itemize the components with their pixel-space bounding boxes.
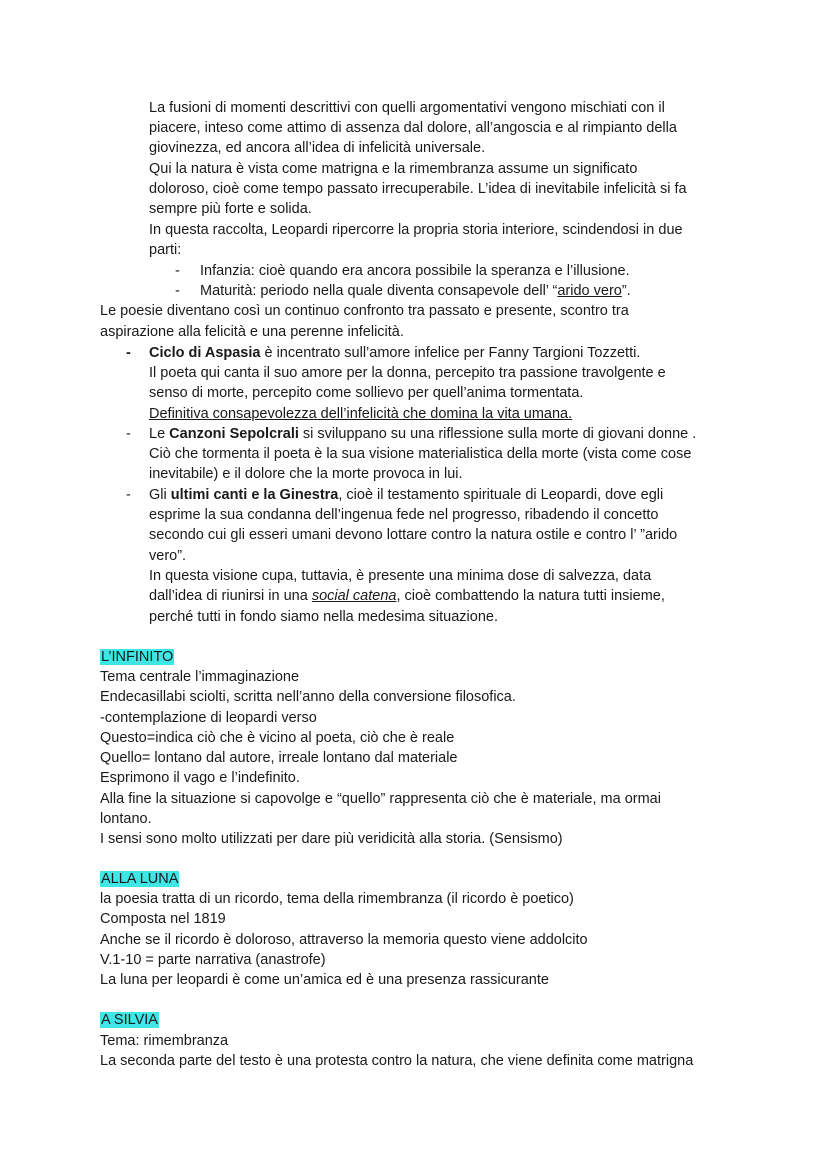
bullet-dash-canzoni: - — [126, 426, 131, 442]
luna-heading-text: ALLA LUNA — [101, 871, 179, 887]
canzoni-prefix: Le — [149, 426, 170, 442]
poesie-line-2: aspirazione alla felicità e una perenne infelicità. — [100, 324, 404, 340]
ultimi-line-2: esprime la sua condanna dell’ingenua fede nel progresso, ribadendo il concetto — [149, 507, 659, 523]
ultimi-l6-a: dall’idea di riunirsi in una — [149, 588, 312, 604]
intro-line-1: La fusioni di momenti descrittivi con quelli argomentativi vengono mischiati con il — [149, 100, 665, 116]
ultimi-line-5: In questa visione cupa, tuttavia, è presente una minima dose di salvezza, data — [149, 568, 652, 584]
luna-line-4: V.1-10 = parte narrativa (anastrofe) — [100, 952, 326, 968]
silvia-heading-text: A SILVIA — [101, 1012, 158, 1028]
intro-line-7: In questa raccolta, Leopardi ripercorre la propria storia interiore, scindendosi in due — [149, 222, 683, 238]
aspasia-title: Ciclo di Aspasia — [149, 345, 261, 361]
canzoni-line-2: Ciò che tormenta il poeta è la sua visione materialistica della morte (vista come cose — [149, 446, 692, 462]
ultimi-text: , cioè il testamento spirituale di Leopardi, dove egli — [338, 487, 664, 503]
sub-dash-1: - — [175, 263, 180, 279]
infinito-line-8: lontano. — [100, 811, 152, 827]
bullet-dash-ultimi: - — [126, 487, 131, 503]
intro-line-6: sempre più forte e solida. — [149, 201, 312, 217]
sub-item-infanzia: Infanzia: cioè quando era ancora possibile la speranza e l’illusione. — [200, 263, 630, 279]
luna-heading — [100, 869, 179, 889]
ultimi-line-7: perché tutti in fondo siamo nella medesima situazione. — [149, 609, 498, 625]
canzoni-line-3: inevitabile) e il dolore che la morte provoca in lui. — [149, 466, 463, 482]
infinito-line-2: Endecasillabi sciolti, scritta nell’anno della conversione filosofica. — [100, 689, 516, 705]
ultimi-line-1 — [149, 485, 663, 505]
canzoni-text: si sviluppano su una riflessione sulla morte di giovani donne . — [298, 426, 697, 442]
aspasia-line-1 — [149, 343, 640, 363]
infinito-line-1: Tema centrale l’immaginazione — [100, 669, 300, 685]
ginestra-title: la Ginestra — [263, 487, 339, 503]
infinito-heading — [100, 647, 174, 667]
intro-line-8: parti: — [149, 242, 182, 258]
bullet-dash-aspasia: - — [126, 345, 131, 361]
silvia-line-1: Tema: rimembranza — [100, 1033, 229, 1049]
aspasia-line-4: Definitiva consapevolezza dell’infelicità che domina la vita umana. — [149, 406, 573, 422]
intro-line-2: piacere, inteso come attimo di assenza dal dolore, all’angoscia e al rimpianto della — [149, 120, 677, 136]
poesie-line-1: Le poesie diventano così un continuo confronto tra passato e presente, scontro tra — [100, 303, 629, 319]
intro-line-3: giovinezza, ed ancora all’idea di infelicità universale. — [149, 140, 486, 156]
canzoni-line-1 — [149, 424, 696, 444]
maturita-end: ”. — [621, 283, 631, 299]
infinito-line-9: I sensi sono molto utilizzati per dare più veridicità alla storia. (Sensismo) — [100, 831, 563, 847]
intro-line-5: doloroso, cioè come tempo passato irrecuperabile. L’idea di inevitabile infelicità si fa — [149, 181, 687, 197]
luna-line-1: la poesia tratta di un ricordo, tema della rimembranza (il ricordo è poetico) — [100, 891, 574, 907]
sub-dash-2: - — [175, 283, 180, 299]
silvia-heading — [100, 1010, 159, 1030]
aspasia-text: è incentrato sull’amore infelice per Fanny Targioni Tozzetti. — [260, 345, 641, 361]
infinito-line-7: Alla fine la situazione si capovolge e “quello” rappresenta ciò che è materiale, ma ormai — [100, 791, 661, 807]
infinito-line-5: Quello= lontano dal autore, irreale lontano dal materiale — [100, 750, 458, 766]
social-catena: social catena — [311, 588, 397, 604]
luna-line-3: Anche se il ricordo è doloroso, attraverso la memoria questo viene addolcito — [100, 932, 588, 948]
arido-vero-underlined: arido vero — [557, 283, 622, 299]
luna-line-5: La luna per leopardi è come un’amica ed è una presenza rassicurante — [100, 972, 549, 988]
canzoni-title: Canzoni Sepolcrali — [169, 426, 299, 442]
infinito-line-3: -contemplazione di leopardi verso — [100, 710, 317, 726]
ultimi-prefix: Gli — [149, 487, 171, 503]
aspasia-line-3: senso di morte, percepito come sollievo per quell’anima tormentata. — [149, 385, 584, 401]
sub-item-maturita — [200, 281, 631, 301]
ultimi-canti-title: ultimi canti — [170, 487, 248, 503]
luna-line-2: Composta nel 1819 — [100, 911, 226, 927]
ultimi-line-4: vero”. — [149, 548, 187, 564]
ultimi-and: e — [247, 487, 264, 503]
infinito-line-4: Questo=indica ciò che è vicino al poeta, ciò che è reale — [100, 730, 455, 746]
ultimi-line-6 — [149, 586, 665, 606]
intro-line-4: Qui la natura è vista come matrigna e la rimembranza assume un significato — [149, 161, 638, 177]
ultimi-line-3: secondo cui gli esseri umani devono lottare contro la natura ostile e contro l’ ”arido — [149, 527, 678, 543]
maturita-text: Maturità: periodo nella quale diventa consapevole dell’ “ — [200, 283, 558, 299]
infinito-line-6: Esprimono il vago e l’indefinito. — [100, 770, 300, 786]
ultimi-l6-b: , cioè combattendo la natura tutti insieme, — [396, 588, 665, 604]
aspasia-line-2: Il poeta qui canta il suo amore per la donna, percepito tra passione travolgente e — [149, 365, 666, 381]
infinito-heading-text: L’INFINITO — [101, 649, 174, 665]
silvia-line-2: La seconda parte del testo è una protesta contro la natura, che viene definita come matrigna — [100, 1053, 694, 1069]
